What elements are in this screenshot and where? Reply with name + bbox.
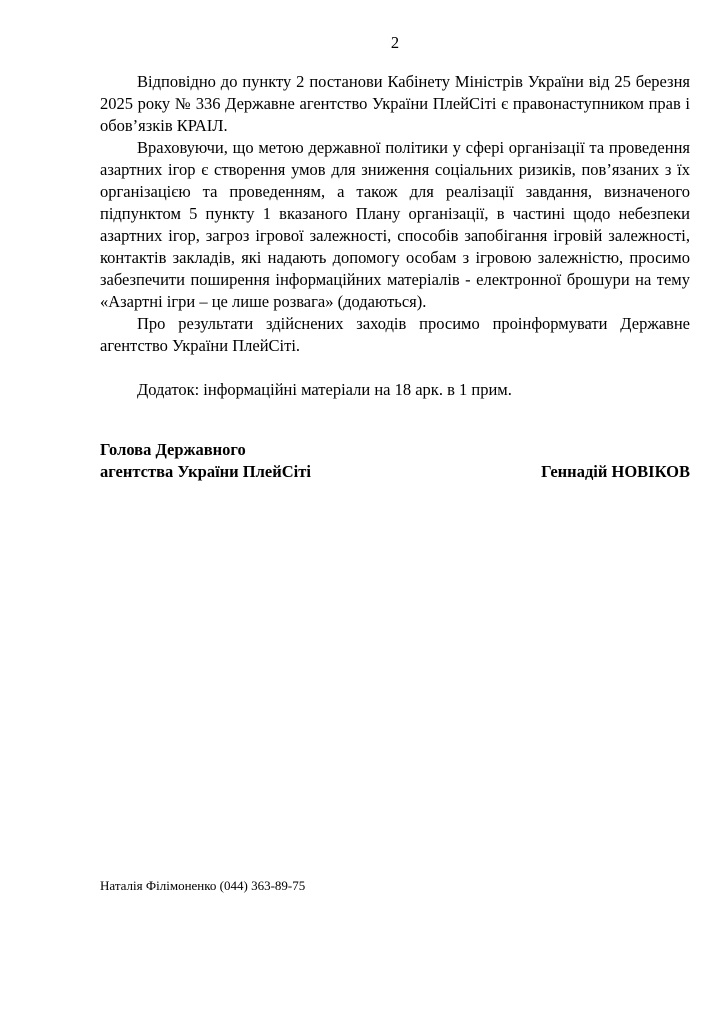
signature-title-line1: Голова Державного <box>100 440 246 459</box>
footer-contact: Наталія Філімоненко (044) 363-89-75 <box>100 878 306 893</box>
signature-title-line2: агентства України ПлейСіті <box>100 462 311 481</box>
attachment-line: Додаток: інформаційні матеріали на 18 арк. в 1 прим. <box>137 380 512 399</box>
page-number: 2 <box>390 33 400 52</box>
paragraph-request-distribution: Враховуючи, що метою державної політики у сфері організації та проведення азартних ігор є створення умов для зниження соціальних ризиків, пов’язаних з їх організацією та проведенням, а також для реалізації завдання, визначеного підпунктом 5 пункту 1 вказаного Плану організації, в частині щодо небезпеки азартних ігор, загроз ігрової залежності, способів запобігання ігровій залежності, контактів закладів, які надають допомогу особам з ігровою залежністю, просимо забезпечити поширення інформаційних матеріалів - електронної брошури на тему «Азартні ігри – це лише розвага» (додаються). <box>100 138 690 311</box>
paragraph-legal-succession: Відповідно до пункту 2 постанови Кабінету Міністрів України від 25 березня 2025 року № 336 Державне агентство України ПлейСіті є правонаступником прав і обов’язків КРАІЛ. <box>100 72 690 135</box>
document-content <box>100 32 690 483</box>
signature-block <box>100 439 690 483</box>
signature-title <box>100 439 311 483</box>
signature-name: Геннадій НОВІКОВ <box>541 462 690 481</box>
paragraph-report-request: Про результати здійснених заходів просимо проінформувати Державне агентство України ПлейСіті. <box>100 314 690 355</box>
